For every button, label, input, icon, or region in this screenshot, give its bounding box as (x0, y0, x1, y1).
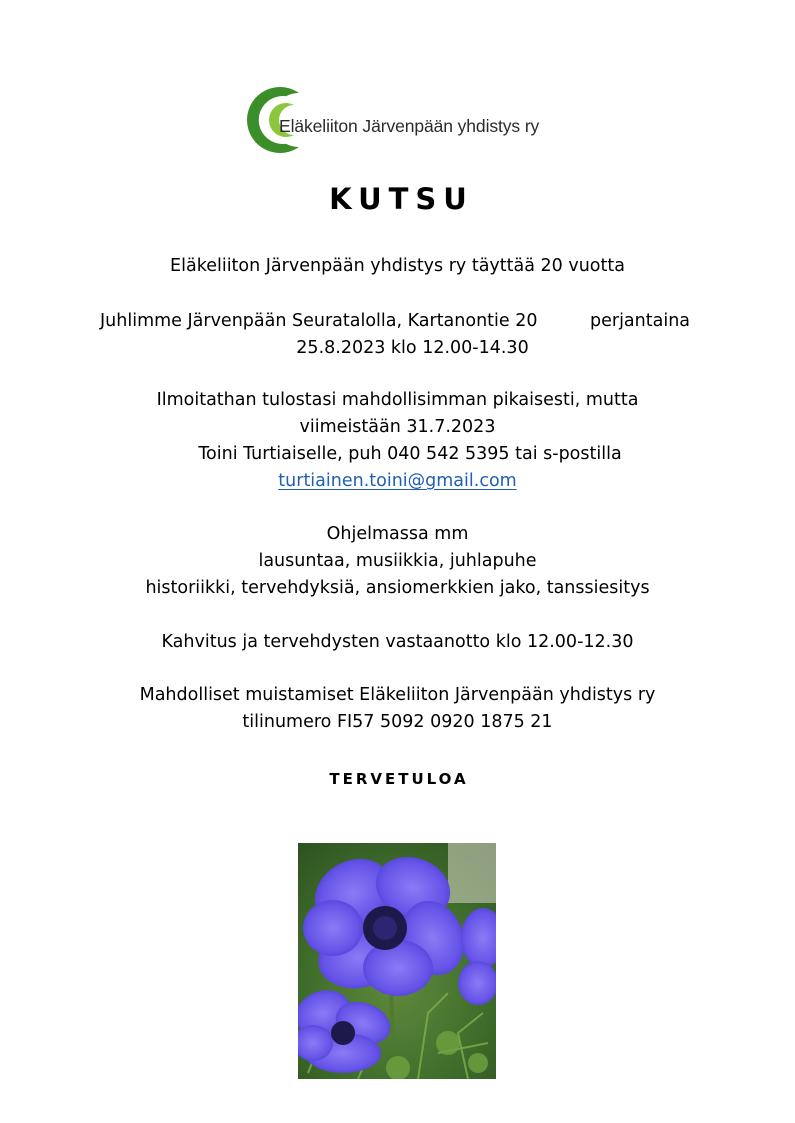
gifts-line-1: Mahdolliset muistamiset Eläkeliiton Järvenpään yhdistys ry (139, 685, 656, 705)
datetime-text: 25.8.2023 klo 12.00-14.30 (296, 338, 529, 358)
rsvp-line-2: viimeistään 31.7.2023 (299, 417, 496, 437)
email-link[interactable]: turtiainen.toini@gmail.com (278, 471, 517, 491)
flower-photo (298, 843, 496, 1079)
rsvp-line-1: Ilmoitathan tulostasi mahdollisimman pikaisesti, mutta (156, 390, 639, 410)
program-line-2: historiikki, tervehdyksiä, ansiomerkkien jako, tanssiesitys (145, 578, 650, 598)
program-line-1: lausuntaa, musiikkia, juhlapuhe (258, 551, 537, 571)
anniversary-text: Eläkeliiton Järvenpään yhdistys ry täyttää 20 vuotta (170, 256, 625, 276)
organization-logo (236, 86, 576, 156)
page-title: KUTSU (329, 182, 474, 216)
welcome-text: TERVETULOA (329, 770, 469, 788)
program-heading: Ohjelmassa mm (326, 524, 469, 544)
coffee-text: Kahvitus ja tervehdysten vastaanotto klo 12.00-12.30 (161, 632, 634, 652)
venue-text: Juhlimme Järvenpään Seuratalolla, Kartanontie 20 (100, 311, 538, 331)
logo-text: Eläkeliiton Järvenpään yhdistys ry (279, 116, 540, 136)
rsvp-line-3: Toini Turtiaiselle, puh 040 542 5395 tai s-postilla (198, 444, 622, 464)
weekday-text: perjantaina (590, 311, 691, 331)
account-number-text: tilinumero FI57 5092 0920 1875 21 (242, 712, 553, 732)
